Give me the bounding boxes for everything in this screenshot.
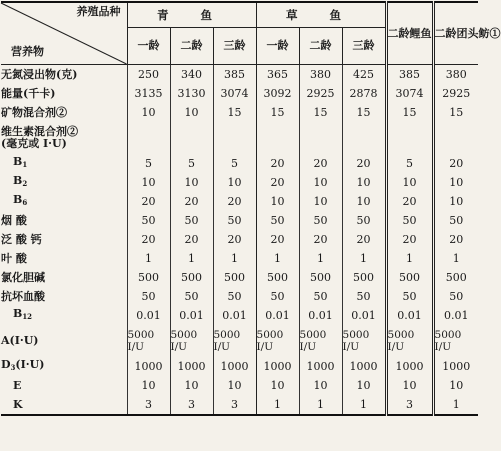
value-cell: 5 — [127, 154, 170, 173]
value-cell: 10 — [127, 103, 170, 122]
nutrient-label: 能量(千卡) — [1, 86, 56, 100]
value-cell — [342, 122, 386, 154]
nutrient-label: 抗坏血酸 — [1, 289, 45, 303]
value-cell: 5000 I/U — [433, 325, 478, 357]
value-cell: 10 — [386, 173, 433, 192]
nutrient-label: 无氮浸出物(克) — [1, 67, 78, 81]
table-row — [1, 122, 478, 154]
value-cell: 250 — [127, 65, 170, 85]
nutrient-name — [1, 306, 127, 325]
nutrient-unit: (毫克或 I·U) — [1, 137, 67, 150]
table-row — [1, 211, 478, 230]
table-row — [1, 173, 478, 192]
value-cell — [386, 122, 433, 154]
nutrient-name — [1, 268, 127, 287]
value-cell: 1000 — [386, 357, 433, 376]
value-cell: 3 — [386, 395, 433, 415]
nutrient-label: 烟 酸 — [1, 213, 27, 227]
value-cell: 50 — [170, 287, 213, 306]
value-cell: 20 — [127, 230, 170, 249]
nutrient-name — [1, 287, 127, 306]
nutrient-label: K — [13, 397, 23, 411]
value-cell: 10 — [213, 376, 256, 395]
value-cell: 20 — [433, 230, 478, 249]
value-cell: 500 — [127, 268, 170, 287]
value-cell: 0.01 — [127, 306, 170, 325]
value-cell: 500 — [299, 268, 342, 287]
value-cell: 500 — [433, 268, 478, 287]
value-cell: 3074 — [213, 84, 256, 103]
value-cell: 3074 — [386, 84, 433, 103]
value-cell: 50 — [256, 211, 299, 230]
value-cell: 50 — [256, 287, 299, 306]
value-cell: 20 — [213, 192, 256, 211]
value-cell: 500 — [386, 268, 433, 287]
value-cell: 1 — [342, 395, 386, 415]
corner-label-nutrient: 营养物 — [11, 45, 44, 58]
nutrient-label: 氯化胆碱 — [1, 270, 45, 284]
value-cell: 50 — [170, 211, 213, 230]
nutrient-name — [1, 325, 127, 357]
value-cell: 50 — [127, 287, 170, 306]
value-cell: 20 — [342, 230, 386, 249]
table-row — [1, 357, 478, 376]
table-row — [1, 325, 478, 357]
value-cell — [256, 122, 299, 154]
nutrient-name — [1, 122, 127, 154]
value-cell: 50 — [433, 287, 478, 306]
value-cell: 340 — [170, 65, 213, 85]
nutrient-label: 叶 酸 — [1, 251, 27, 265]
value-cell: 500 — [256, 268, 299, 287]
age-header: 三龄 — [213, 28, 256, 65]
value-cell: 0.01 — [170, 306, 213, 325]
value-cell: 20 — [213, 230, 256, 249]
value-cell: 1 — [256, 249, 299, 268]
nutrient-subscript: 3 — [10, 363, 16, 372]
value-cell: 20 — [170, 192, 213, 211]
nutrient-label: B — [13, 193, 23, 206]
value-cell: 5000 I/U — [386, 325, 433, 357]
value-cell: 1 — [299, 249, 342, 268]
value-cell: 20 — [299, 154, 342, 173]
header-corner — [1, 2, 127, 65]
header-bream-label: 二龄团头鲂① — [434, 26, 501, 40]
table-row — [1, 395, 478, 415]
table-body — [1, 65, 478, 416]
value-cell: 50 — [213, 287, 256, 306]
nutrient-name — [1, 249, 127, 268]
value-cell: 15 — [342, 103, 386, 122]
value-cell — [213, 122, 256, 154]
value-cell: 15 — [386, 103, 433, 122]
nutrient-label: 矿物混合剂② — [1, 105, 67, 119]
value-cell: 20 — [433, 154, 478, 173]
nutrient-subscript: 1 — [22, 160, 28, 169]
value-cell: 5 — [213, 154, 256, 173]
value-cell: 10 — [256, 192, 299, 211]
value-cell: 50 — [299, 287, 342, 306]
nutrient-name — [1, 154, 127, 173]
nutrient-label: A(I·U) — [1, 334, 39, 347]
value-cell: 10 — [299, 173, 342, 192]
value-cell: 10 — [170, 376, 213, 395]
value-cell: 0.01 — [299, 306, 342, 325]
value-cell: 3135 — [127, 84, 170, 103]
value-cell: 20 — [386, 230, 433, 249]
value-cell: 3 — [213, 395, 256, 415]
nutrient-name — [1, 192, 127, 211]
value-cell: 50 — [342, 287, 386, 306]
age-header: 一龄 — [127, 28, 170, 65]
value-cell: 5000 I/U — [170, 325, 213, 357]
value-cell: 50 — [213, 211, 256, 230]
value-cell: 20 — [342, 154, 386, 173]
value-cell: 10 — [342, 376, 386, 395]
nutrient-name — [1, 357, 127, 376]
value-cell: 1 — [433, 395, 478, 415]
value-cell: 1 — [170, 249, 213, 268]
value-cell: 10 — [386, 376, 433, 395]
nutrient-unit: (I·U) — [15, 358, 45, 371]
value-cell: 0.01 — [213, 306, 256, 325]
value-cell: 5000 I/U — [342, 325, 386, 357]
value-cell: 2925 — [299, 84, 342, 103]
value-cell: 20 — [386, 192, 433, 211]
value-cell: 20 — [127, 192, 170, 211]
value-cell — [299, 122, 342, 154]
value-cell: 2878 — [342, 84, 386, 103]
nutrient-subscript: 6 — [22, 198, 28, 207]
table-row — [1, 306, 478, 325]
value-cell: 0.01 — [256, 306, 299, 325]
value-cell: 5000 I/U — [127, 325, 170, 357]
value-cell: 10 — [433, 376, 478, 395]
value-cell: 50 — [299, 211, 342, 230]
header-bream — [433, 2, 501, 65]
group-header-grass-carp: 草 鱼 — [256, 2, 386, 28]
corner-label-species: 养殖品种 — [76, 5, 121, 18]
value-cell: 50 — [342, 211, 386, 230]
value-cell: 10 — [342, 192, 386, 211]
value-cell: 1 — [127, 249, 170, 268]
value-cell: 20 — [170, 230, 213, 249]
value-cell: 1000 — [213, 357, 256, 376]
value-cell: 10 — [433, 192, 478, 211]
table-row — [1, 376, 478, 395]
value-cell: 385 — [386, 65, 433, 85]
value-cell: 15 — [433, 103, 478, 122]
nutrient-subscript: 12 — [22, 312, 33, 321]
value-cell: 3092 — [256, 84, 299, 103]
value-cell: 10 — [433, 173, 478, 192]
group-header-black-carp: 青 鱼 — [127, 2, 256, 28]
value-cell: 1000 — [170, 357, 213, 376]
value-cell: 15 — [213, 103, 256, 122]
nutrient-subscript: 2 — [22, 179, 28, 188]
value-cell: 20 — [256, 230, 299, 249]
nutrition-table — [1, 1, 501, 416]
value-cell: 1000 — [433, 357, 478, 376]
value-cell: 500 — [342, 268, 386, 287]
nutrient-name — [1, 84, 127, 103]
value-cell: 1000 — [342, 357, 386, 376]
header-common-carp — [386, 2, 433, 65]
value-cell: 15 — [299, 103, 342, 122]
value-cell: 3130 — [170, 84, 213, 103]
value-cell — [170, 122, 213, 154]
value-cell: 10 — [170, 173, 213, 192]
nutrient-name — [1, 211, 127, 230]
value-cell: 10 — [170, 103, 213, 122]
age-header: 二龄 — [299, 28, 342, 65]
nutrient-label: 泛 酸 钙 — [1, 232, 42, 246]
value-cell: 425 — [342, 65, 386, 85]
table-row — [1, 154, 478, 173]
value-cell: 20 — [256, 173, 299, 192]
table-row — [1, 84, 478, 103]
value-cell: 500 — [170, 268, 213, 287]
table-row — [1, 249, 478, 268]
value-cell: 1 — [213, 249, 256, 268]
value-cell: 0.01 — [342, 306, 386, 325]
value-cell: 10 — [127, 173, 170, 192]
nutrient-label: 维生素混合剂② — [1, 125, 78, 138]
value-cell — [127, 122, 170, 154]
table-row — [1, 230, 478, 249]
value-cell: 10 — [299, 376, 342, 395]
nutrient-name — [1, 103, 127, 122]
value-cell: 50 — [386, 287, 433, 306]
value-cell: 5 — [386, 154, 433, 173]
value-cell: 10 — [127, 376, 170, 395]
nutrient-label: B — [13, 307, 23, 320]
value-cell: 10 — [213, 173, 256, 192]
value-cell: 5000 I/U — [213, 325, 256, 357]
header-common-carp-label: 二龄鲤鱼 — [387, 26, 432, 40]
value-cell: 20 — [256, 154, 299, 173]
value-cell: 5000 I/U — [299, 325, 342, 357]
value-cell: 1000 — [299, 357, 342, 376]
value-cell: 380 — [299, 65, 342, 85]
nutrient-name — [1, 230, 127, 249]
value-cell: 2925 — [433, 84, 478, 103]
table-row — [1, 192, 478, 211]
value-cell: 10 — [256, 376, 299, 395]
value-cell: 50 — [127, 211, 170, 230]
value-cell: 10 — [299, 192, 342, 211]
table-row — [1, 65, 478, 85]
nutrient-label: E — [13, 378, 22, 392]
value-cell: 1000 — [256, 357, 299, 376]
value-cell: 1 — [299, 395, 342, 415]
value-cell: 20 — [299, 230, 342, 249]
value-cell: 500 — [213, 268, 256, 287]
nutrient-label: B — [13, 174, 23, 187]
table-row — [1, 268, 478, 287]
value-cell: 50 — [433, 211, 478, 230]
value-cell: 1000 — [127, 357, 170, 376]
value-cell: 5000 I/U — [256, 325, 299, 357]
header-row-groups — [1, 2, 478, 28]
table-row — [1, 287, 478, 306]
value-cell: 365 — [256, 65, 299, 85]
value-cell: 0.01 — [386, 306, 433, 325]
age-header: 一龄 — [256, 28, 299, 65]
value-cell: 385 — [213, 65, 256, 85]
value-cell: 1 — [342, 249, 386, 268]
value-cell: 5 — [170, 154, 213, 173]
value-cell: 3 — [170, 395, 213, 415]
value-cell: 380 — [433, 65, 478, 85]
value-cell: 1 — [433, 249, 478, 268]
value-cell: 0.01 — [433, 306, 478, 325]
nutrient-name — [1, 395, 127, 415]
value-cell: 10 — [342, 173, 386, 192]
value-cell: 3 — [127, 395, 170, 415]
nutrient-name — [1, 173, 127, 192]
age-header: 三龄 — [342, 28, 386, 65]
nutrient-name — [1, 65, 127, 85]
table-row — [1, 103, 478, 122]
value-cell: 1 — [256, 395, 299, 415]
nutrient-label: D — [1, 358, 11, 371]
value-cell: 15 — [256, 103, 299, 122]
value-cell: 1 — [386, 249, 433, 268]
nutrient-name — [1, 376, 127, 395]
value-cell — [433, 122, 478, 154]
nutrient-label: B — [13, 155, 23, 168]
value-cell: 50 — [386, 211, 433, 230]
age-header: 二龄 — [170, 28, 213, 65]
